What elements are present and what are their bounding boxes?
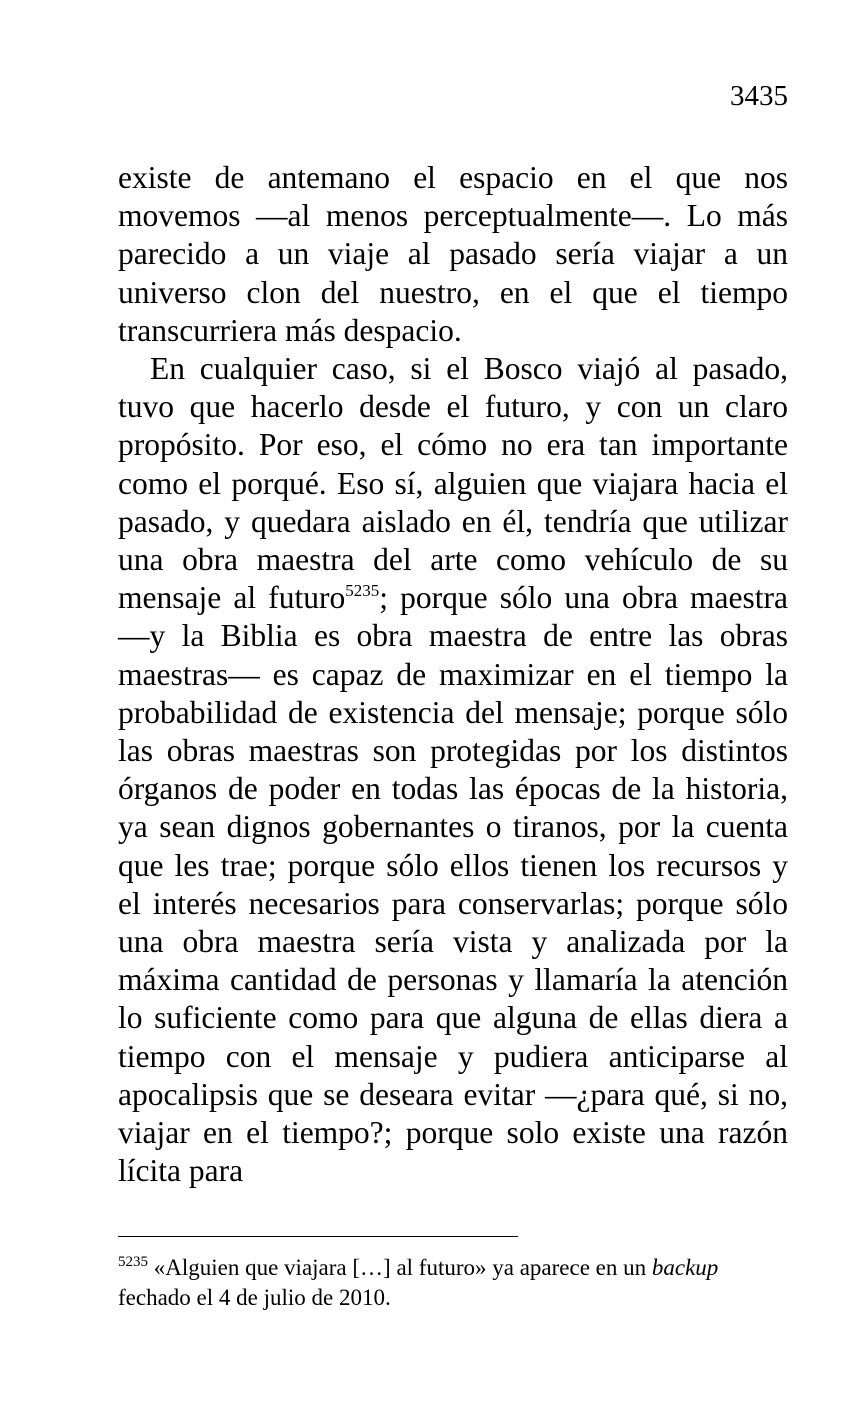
paragraph-2-text-start: En cualquier caso, si el Bosco viajó al pasado, tuvo que hacerlo desde el futuro, y con un claro propósito. Por eso, el cómo no era tan importante como el porqué. Eso sí, alguien que viajara hacia el pasado, y quedara aislado en él, tendría que utilizar una obra maestra del arte como vehículo de su mensaje al futuro — [118, 351, 788, 616]
paragraph-1: existe de antemano el espacio en el que nos movemos —al menos perceptualmente—. Lo más parecido a un viaje al pasado sería viajar a un universo clon del nuestro, en el que el tiempo transcurriera más despacio. — [118, 160, 788, 348]
page-number: 3435 — [730, 80, 788, 112]
footnote-italic-term: backup — [651, 1255, 719, 1280]
paragraph-2-text-end: ; porque sólo una obra maestra —y la Biblia es obra maestra de entre las obras maestras— es capaz de maximizar en el tiempo la probabilidad de existencia del mensaje; porque sólo las obras maestras son protegidas por los distintos órganos de poder en todas las épocas de la historia, ya sean dignos gobernantes o tiranos, por la cuenta que les trae; porque sólo ellos tienen los recursos y el interés necesarios para conservarlas; porque sólo una obra maestra sería vista y analizada por la máxima cantidad de personas y llamaría la atención lo suficiente como para que alguna de ellas diera a tiempo con el mensaje y pudiera anticiparse al apocalipsis que se deseara evitar —¿para qué, si no, viajar en el tiempo?; porque solo existe una razón lícita para — [118, 580, 789, 1189]
footnote-text-start: «Alguien que viajara […] al futuro» ya aparece en un — [153, 1255, 652, 1280]
footnote-divider — [118, 1236, 518, 1237]
body-text — [118, 159, 788, 1190]
footnote-text-end: fechado el 4 de julio de 2010. — [118, 1285, 391, 1310]
paragraph-2 — [118, 350, 788, 1190]
footnote-number: 5235 — [118, 1254, 148, 1270]
footnote — [118, 1253, 788, 1313]
footnote-reference[interactable]: 5235 — [345, 581, 380, 601]
